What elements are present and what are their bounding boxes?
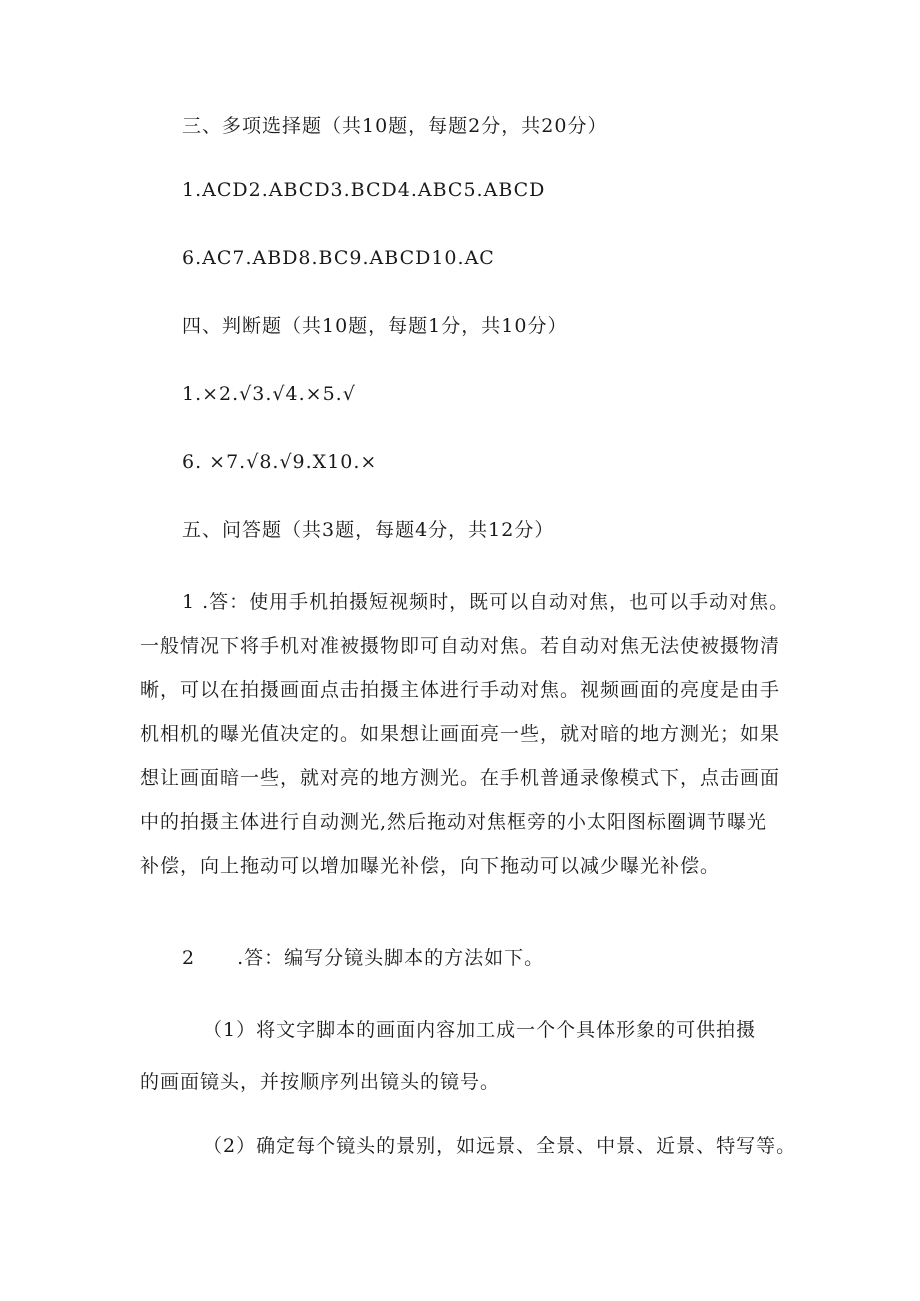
q1-line-2: 一般情况下将手机对准被摄物即可自动对焦。若自动对焦无法使被摄物清 [140, 635, 781, 657]
section3-answers-row1: 1.ACD2.ABCD3.BCD4.ABC5.ABCD [182, 179, 546, 201]
q2-step1-line2: 的画面镜头，并按顺序列出镜头的镜号。 [140, 1071, 501, 1093]
q1-line-5: 想让画面暗一些，就对亮的地方测光。在手机普通录像模式下，点击画面 [140, 767, 781, 789]
q2-step2-line1: （2）确定每个镜头的景别，如远景、全景、中景、近景、特写等。 [203, 1135, 797, 1157]
section4-answers-row2: 6. ×7.√8.√9.X10.× [182, 451, 378, 473]
q2-number: 2 [182, 947, 196, 969]
q1-line-4: 机相机的曝光值决定的。如果想让画面亮一些，就对暗的地方测光；如果 [140, 723, 781, 745]
q1-line-3: 晰，可以在拍摄画面点击拍摄主体进行手动对焦。视频画面的亮度是由手 [140, 679, 781, 701]
section3-answers-row2: 6.AC7.ABD8.BC9.ABCD10.AC [182, 247, 495, 269]
q1-line-7: 补偿，向上拖动可以增加曝光补偿，向下拖动可以减少曝光补偿。 [140, 855, 721, 877]
q1-line-6: 中的拍摄主体进行自动测光,然后拖动对焦框旁的小太阳图标圈调节曝光 [140, 811, 768, 833]
section4-heading: 四、判断题（共10题，每题1分，共10分） [182, 315, 568, 337]
q1-line-1: 1 .答：使用手机拍摄短视频时，既可以自动对焦，也可以手动对焦。 [182, 591, 790, 613]
q2-intro-line [182, 946, 544, 970]
section3-heading: 三、多项选择题（共10题，每题2分，共20分） [182, 115, 608, 137]
q2-intro: .答：编写分镜头脚本的方法如下。 [237, 947, 545, 969]
section4-answers-row1: 1.×2.√3.√4.×5.√ [182, 383, 356, 405]
q2-step1-line1: （1）将文字脚本的画面内容加工成一个个具体形象的可供拍摄 [203, 1019, 757, 1041]
section5-heading: 五、问答题（共3题，每题4分，共12分） [182, 519, 555, 541]
